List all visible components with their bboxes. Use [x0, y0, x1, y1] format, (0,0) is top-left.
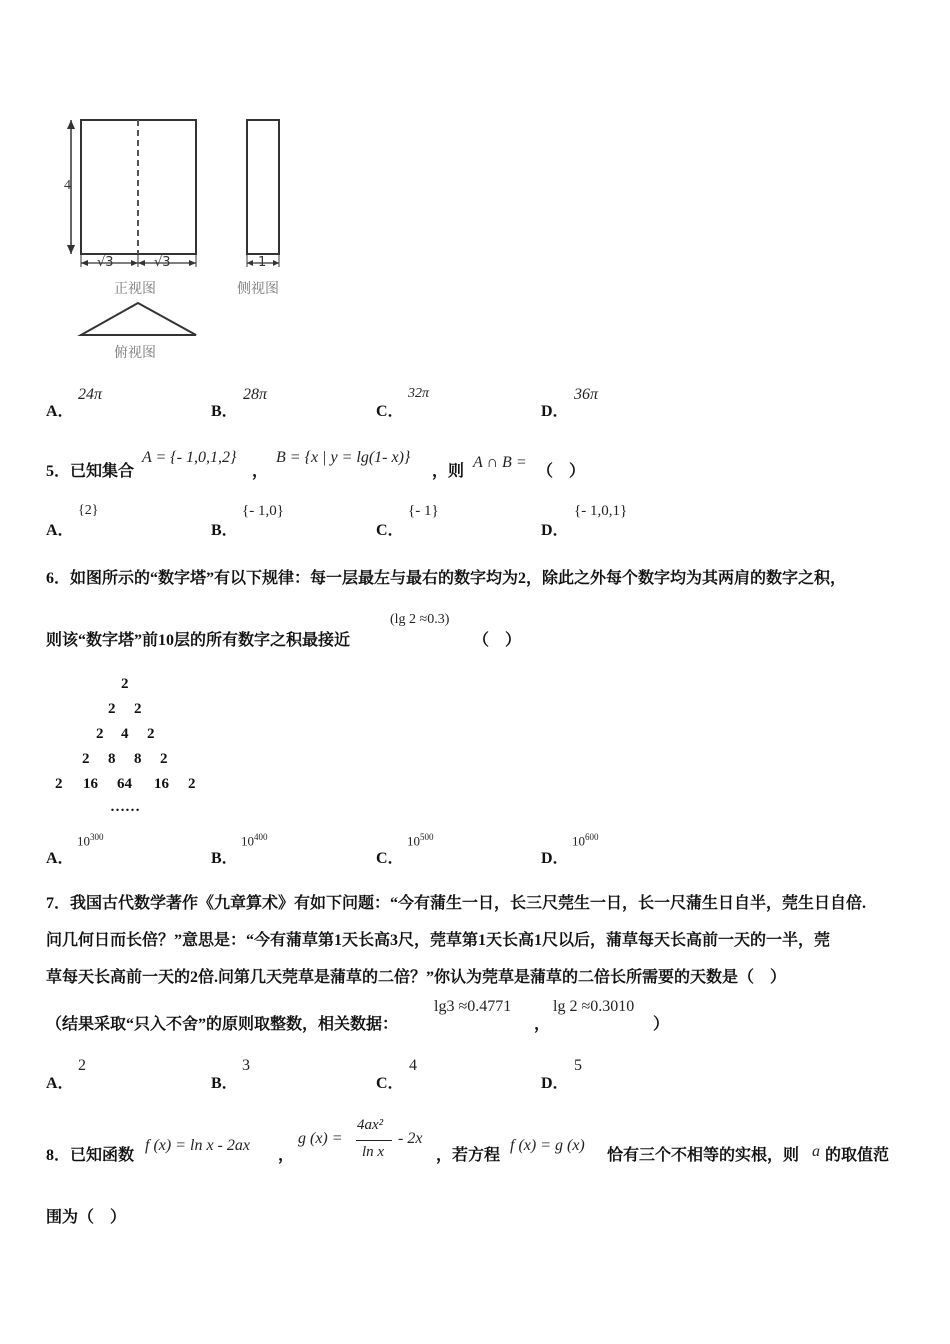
q8-tail: 恰有三个不相等的实根，则 — [607, 1147, 800, 1164]
q8-a: a — [812, 1143, 820, 1160]
top-view-triangle — [81, 303, 196, 335]
q5-paren: （ ） — [537, 463, 586, 480]
q5-option-c-letter: C． — [376, 522, 404, 539]
tower-row-4-cell-1: 2 — [82, 751, 90, 767]
width-left-label: √3 — [97, 255, 114, 270]
q6-option-a-value: $10^{300}$ — [77, 832, 104, 849]
q7-line-4-prefix: （结果采取“只入不舍”的原则取整数，相关数据： — [46, 1016, 399, 1033]
tower-row-3-cell-1: 2 — [96, 726, 104, 742]
tower-row-4-cell-2: 8 — [108, 751, 116, 767]
q5-option-a-value: {2} — [78, 503, 99, 518]
q4-option-d-letter: D． — [541, 403, 569, 420]
q5-expr: A ∩ B = — [473, 454, 527, 471]
q7-option-d-value: 5 — [574, 1057, 582, 1074]
q8-g-right: - 2x — [398, 1130, 423, 1147]
q5-option-b-letter: B． — [211, 522, 238, 539]
q5-option-d-value: {- 1,0,1} — [574, 503, 628, 519]
q6-hint: (lg 2 ≈0.3) — [390, 612, 450, 627]
q7-line-3: 草每天长高前一天的2倍.问第几天莞草是蒲草的二倍？”你认为莞草是蒲草的二倍长所需要的天数是（ ） — [46, 969, 787, 986]
tower-row-4-cell-4: 2 — [160, 751, 168, 767]
q4-option-a-value: 24π — [78, 386, 103, 403]
q7-option-d-letter: D． — [541, 1075, 569, 1092]
q5-option-d-letter: D． — [541, 522, 569, 539]
q8-equation: f (x) = g (x) — [510, 1137, 585, 1154]
q5-set-b: B = {x | y = lg(1- x)} — [276, 449, 411, 466]
q4-option-d-value: 36π — [574, 386, 599, 403]
q7-option-c-value: 4 — [409, 1057, 417, 1074]
q7-option-a-value: 2 — [78, 1057, 86, 1074]
q7-option-b-value: 3 — [242, 1057, 250, 1074]
tower-row-5-cell-2: 16 — [83, 776, 98, 792]
tower-row-2-cell-1: 2 — [108, 701, 116, 717]
q6-option-a-letter: A． — [46, 850, 74, 867]
q8-g-denominator: ln x — [362, 1144, 385, 1160]
q8-comma: ， — [278, 1147, 295, 1164]
q6-line-1: 6．如图所示的“数字塔”有以下规律：每一层最左与最右的数字均为2，除此之外每个数字均为其两肩的数字之积， — [46, 570, 847, 587]
tower-row-1-cell-1: 2 — [121, 676, 129, 692]
tower-row-5-cell-3: 64 — [117, 776, 132, 792]
q6-option-b-letter: B． — [211, 850, 238, 867]
q7-line-1: 7．我国古代数学著作《九章算术》有如下问题：“今有蒲生一日，长三尺莞生一日，长一尺蒲生日自半，莞生日自倍. — [46, 895, 867, 912]
q8-tail-2: 的取值范 — [825, 1147, 890, 1164]
q4-option-c-value: 32π — [408, 386, 430, 401]
q5-prefix: 5．已知集合 — [46, 463, 135, 480]
q6-line-2: 则该“数字塔”前10层的所有数字之积最接近 — [46, 632, 351, 649]
q5-option-a-letter: A． — [46, 522, 74, 539]
q4-option-b-value: 28π — [243, 386, 268, 403]
tower-row-5-cell-1: 2 — [55, 776, 63, 792]
width-right-label: √3 — [154, 255, 171, 270]
side-width-label: 1 — [258, 255, 267, 270]
q4-option-a-letter: A． — [46, 403, 74, 420]
q7-line-2: 问几何日而长倍？”意思是：“今有蒲草第1天长高3尺，莞草第1天长高1尺以后，蒲草每天长高前一天的一半，莞 — [46, 932, 831, 949]
q7-comma: ， — [534, 1016, 551, 1033]
tower-row-5-cell-5: 2 — [188, 776, 196, 792]
three-view-figure — [55, 95, 315, 365]
q4-option-c-letter: C． — [376, 403, 404, 420]
q8-line-2: 围为（ ） — [46, 1209, 127, 1226]
tower-row-4-cell-3: 8 — [134, 751, 142, 767]
q4-option-b-letter: B． — [211, 403, 238, 420]
tower-row-5-cell-4: 16 — [154, 776, 169, 792]
q6-option-c-letter: C． — [376, 850, 404, 867]
q7-data-1: lg3 ≈0.4771 — [434, 998, 512, 1015]
q7-option-a-letter: A． — [46, 1075, 74, 1092]
q6-option-d-letter: D． — [541, 850, 569, 867]
tower-ellipsis: …… — [110, 799, 140, 815]
q6-paren: （ ） — [473, 632, 522, 649]
q8-g-left: g (x) = — [298, 1130, 343, 1147]
q6-option-c-value: $10^{500}$ — [407, 832, 434, 849]
tower-row-3-cell-3: 2 — [147, 726, 155, 742]
q7-close: ） — [653, 1016, 670, 1033]
q8-mid: ，若方程 — [436, 1147, 501, 1164]
side-view-rect — [247, 120, 279, 254]
q8-g-numerator: 4ax² — [357, 1117, 384, 1133]
side-view-label: 侧视图 — [237, 281, 279, 297]
q7-option-c-letter: C． — [376, 1075, 404, 1092]
q5-then: ，则 — [432, 463, 465, 480]
q8-fraction-bar — [356, 1140, 392, 1141]
q6-option-b-value: $10^{400}$ — [241, 832, 268, 849]
q5-set-a: A = {- 1,0,1,2} — [142, 449, 237, 466]
q5-comma: ， — [252, 463, 269, 480]
height-label: 4 — [64, 178, 71, 193]
q5-option-c-value: {- 1} — [408, 503, 439, 519]
tower-row-2-cell-2: 2 — [134, 701, 142, 717]
q5-option-b-value: {- 1,0} — [242, 503, 284, 519]
q7-option-b-letter: B． — [211, 1075, 238, 1092]
q8-f-def: f (x) = ln x - 2ax — [145, 1137, 250, 1154]
front-view-label: 正视图 — [114, 281, 156, 297]
top-view-label: 俯视图 — [114, 345, 156, 361]
tower-row-3-cell-2: 4 — [121, 726, 129, 742]
q8-prefix: 8．已知函数 — [46, 1147, 135, 1164]
q7-data-2: lg 2 ≈0.3010 — [553, 998, 635, 1015]
q6-option-d-value: $10^{600}$ — [572, 832, 599, 849]
